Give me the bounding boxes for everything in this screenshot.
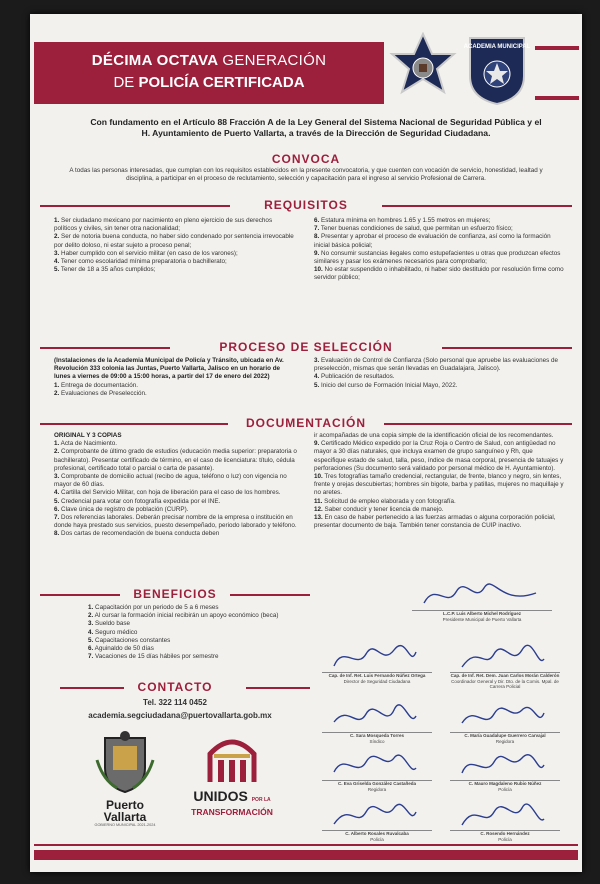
list-item: [314, 357, 564, 373]
list-item: [314, 225, 564, 233]
signature-scribble: [332, 750, 422, 780]
list-item: [88, 604, 298, 612]
item-number: 1.: [88, 604, 94, 611]
signatory-name: C. María Guadalupe Guerrero Carvajal: [464, 733, 546, 738]
item-number: 2.: [54, 448, 60, 456]
list-item: [314, 506, 564, 514]
list-item: [54, 506, 300, 514]
list-item: [314, 382, 564, 390]
signature-block: [412, 610, 552, 622]
item-text: Tener buenas condiciones de salud, que permitan un esfuerzo físico;: [319, 225, 513, 233]
documentacion-right: [314, 432, 564, 530]
pv-line-1: Puerto: [105, 798, 144, 812]
arches-icon: [204, 734, 260, 784]
item-text: Acta de Nacimiento.: [59, 440, 118, 448]
unidos-big: UNIDOS: [193, 788, 248, 804]
contacto-heading: CONTACTO: [30, 680, 320, 694]
requisitos-heading: REQUISITOS: [30, 198, 582, 212]
bottom-band: [34, 850, 578, 860]
item-text: Aguinaldo de 50 días: [93, 645, 154, 653]
list-item: [314, 432, 564, 440]
item-text: Capacitación por un periodo de 5 a 6 meses: [93, 604, 219, 611]
signature-block: [322, 732, 432, 744]
list-item: [88, 645, 298, 653]
pv-small: GOBIERNO MUNICIPAL 2021-2024: [94, 823, 156, 827]
item-number: 5.: [54, 497, 60, 505]
item-text: En caso de haber pertenecido a las fuerzas armadas o alguna corporación policial, presentar documento de baja. También tener constancia de CUIP inactivo.: [314, 514, 556, 530]
item-number: 4.: [54, 258, 60, 266]
documentacion-subtitle: ORIGINAL Y 3 COPIAS: [54, 432, 122, 439]
item-number: 11.: [314, 497, 323, 505]
list-item: [54, 530, 300, 538]
item-number: 3.: [54, 249, 60, 257]
item-text: Saber conducir y tener licencia de manejo.: [322, 505, 444, 513]
list-item: [54, 250, 294, 258]
signature-scribble: [460, 750, 550, 780]
item-number: 5.: [54, 266, 60, 274]
item-number: 6.: [314, 217, 320, 224]
list-item: [314, 217, 564, 225]
item-text: Certificado Médico expedido por la Cruz Roja o Centro de Salud, con antigüedad no mayor a 30 días naturales, que incluya examen de grupo sanguíneo y Rh, que especifique estado de salud, talla, peso, índice de masa corporal, presencia de tatuajes y perforaciones (Su documento será validado por personal médico de H. Ayuntamiento).: [314, 440, 564, 472]
pv-coat-of-arms-icon: [95, 730, 155, 794]
item-number: 6.: [54, 505, 60, 513]
list-item: [314, 250, 564, 266]
unidos-por: POR LA: [251, 797, 271, 803]
item-text: Vacaciones de 15 días hábiles por semestre: [93, 653, 219, 661]
signature-scribble: [332, 702, 422, 732]
item-number: 6.: [88, 645, 94, 653]
item-text: Presentar y aprobar el proceso de evaluación de confianza, así como la formación inicial básica policial;: [314, 233, 551, 249]
list-item: [314, 373, 564, 381]
list-item: [54, 382, 294, 390]
item-text: No estar suspendido o inhabilitado, ni haber sido destituido por resolución firme como servidor público;: [314, 266, 564, 282]
list-item: [314, 514, 564, 530]
item-number: 10.: [314, 266, 323, 274]
item-number: 12.: [314, 505, 323, 513]
signatory-role: Síndico: [369, 738, 385, 744]
item-text: Entrega de documentación.: [59, 381, 139, 389]
item-number: 4.: [54, 489, 60, 497]
signature-scribble: [460, 702, 550, 732]
item-text: Capacitaciones constantes: [93, 636, 171, 644]
header-rule-bottom: [535, 96, 579, 100]
item-number: 5.: [314, 381, 320, 389]
list-item: [54, 489, 300, 497]
signatory-name: C. Sara Mosqueda Torres: [350, 733, 404, 738]
item-text: Tres fotografías tamaño credencial, rectangular, de frente, blanco y negro, sin lentes, frente y orejas descubiertas; hombres sin bigote, barba y patillas, mujeres no maquillaje y no aretes.: [314, 473, 564, 497]
signature-block: [450, 830, 560, 842]
list-item: [314, 473, 564, 498]
unidos-line-2: TRANSFORMACIÓN: [191, 807, 273, 817]
police-star-badge-icon: [388, 32, 458, 106]
item-text: Evaluaciones de Preselección.: [59, 389, 147, 397]
list-item: [54, 390, 294, 398]
signatory-name: Cap. de Inf. Ret. Dem. Juan Carlos Morán Calderón: [450, 673, 560, 678]
signature-scribble: [332, 800, 422, 830]
item-number: 1.: [54, 217, 60, 224]
item-text: Solicitud de empleo elaborada y con fotografía.: [322, 497, 456, 505]
item-number: 7.: [88, 653, 94, 661]
requisitos-left: [54, 217, 294, 274]
list-item: [314, 233, 564, 249]
list-item: [54, 258, 294, 266]
intro-paragraph: Con fundamento en el Artículo 88 Fracción A de la Ley General del Sistema Nacional de Seguridad Pública y el H. Ayuntamiento de Puerto Vallarta, a través de la Dirección de Seguridad Ciudadana.: [90, 117, 542, 138]
signatory-role: Policía: [498, 786, 512, 792]
signatory-role: Regidora: [495, 738, 515, 744]
signature-block: [322, 780, 432, 792]
item-text: Al cursar la formación inicial recibirán un apoyo económico (beca): [93, 612, 279, 620]
list-item: [88, 620, 298, 628]
signatory-role: Regidora: [367, 786, 387, 792]
list-item: [54, 514, 300, 530]
convoca-text: A todas las personas interesadas, que cumplan con los requisitos establecidos en la presente convocatoria, y que cuenten con vocación de servicio, honestidad, lealtad y disciplina, a participar en el proceso de reclutamiento, selección y capacitación para el ingreso al servicio Profesional de Carrera.: [69, 167, 543, 183]
item-number: 13.: [314, 514, 323, 522]
pv-line-2: Vallarta: [103, 810, 147, 824]
list-item: [88, 629, 298, 637]
signatory-name: L.C.P. Luis Alberto Michel Rodríguez: [442, 611, 521, 616]
item-number: 2.: [88, 612, 94, 620]
proceso-left: [54, 357, 294, 398]
list-item: [54, 498, 300, 506]
signatory-name: C. Eva Griselda González Castañeda: [337, 781, 417, 786]
item-number: 8.: [314, 233, 320, 241]
signatory-name: C. Rosendo Hernández: [480, 831, 530, 836]
item-number: 2.: [54, 389, 60, 397]
contact-email: academia.segciudadana@puertovallarta.gob.mx: [88, 711, 272, 720]
title-banner: [34, 42, 384, 104]
signature-scribble: [332, 642, 422, 672]
item-text: Sueldo base: [93, 620, 131, 628]
list-item: [54, 448, 300, 473]
documentacion-heading: DOCUMENTACIÓN: [30, 416, 582, 430]
item-text: Haber cumplido con el servicio militar (en caso de los varones);: [59, 249, 238, 257]
signatory-role: Coordinador General y Dir. Dto. de la Comis. Mpal. de Carrera Policial: [451, 678, 559, 690]
signatory-name: C. Mauro Magdaleno Rubio Núñez: [468, 781, 542, 786]
header-rule-top: [535, 46, 579, 50]
item-text: Comprobante de último grado de estudios (educación media superior: preparatoria o bachillerato). Presentar certificado de término, en el caso de licenciatura: título, cédula profesional, certificado total o parcial o carta de pasante).: [54, 448, 297, 472]
item-text: Estatura mínima en hombres 1.65 y 1.55 metros en mujeres;: [319, 217, 491, 224]
item-number: 5.: [88, 636, 94, 644]
item-text: ir acompañadas de una copia simple de la identificación oficial de los recomendantes.: [314, 432, 554, 439]
signatory-role: Policía: [370, 836, 384, 842]
item-number: 1.: [54, 440, 60, 448]
item-text: Comprobante de domicilio actual (recibo de agua, teléfono o luz) con vigencia no mayor de 60 días.: [54, 473, 287, 489]
proceso-location: (Instalaciones de la Academia Municipal de Policía y Tránsito, ubicada en Av. Revolución 333 colonia las Juntas, Puerto Vallarta, Jalisco en un horario de lunes a viernes de 09:00 a 15:00 horas, a partir del 17 de enero del 2022): [54, 357, 284, 381]
item-text: Publicación de resultados.: [319, 373, 395, 381]
list-item: [54, 217, 294, 233]
item-text: Dos cartas de recomendación de buena conducta deben: [59, 530, 220, 538]
item-number: 9.: [314, 249, 320, 257]
item-text: Inicio del curso de Formación Inicial Mayo, 2022.: [319, 381, 458, 389]
item-number: 8.: [54, 530, 60, 538]
title-bold-2: POLICÍA CERTIFICADA: [138, 74, 305, 91]
academia-municipal-shield-icon: [462, 32, 532, 106]
item-text: Evaluación de Control de Confianza (Solo personal que apruebe las evaluaciones de preselección, mismas que serán llevadas en Guadalajara, Jalisco).: [314, 357, 559, 373]
item-number: 3.: [54, 473, 60, 481]
title-thin-1: GENERACIÓN: [222, 52, 327, 69]
item-text: Tener como escolaridad mínima preparatoria o bachillerato;: [59, 258, 227, 266]
signature-block: [450, 732, 560, 744]
signature-scribble: [422, 580, 542, 610]
list-item: [88, 653, 298, 661]
bottom-rule: [34, 844, 578, 846]
list-item: [88, 637, 298, 645]
item-number: 7.: [314, 225, 320, 233]
item-text: Credencial para votar con fotografía expedida por el INE.: [59, 497, 221, 505]
item-number: 10.: [314, 473, 323, 481]
list-item: [314, 440, 564, 473]
list-item: [314, 266, 564, 282]
item-number: 7.: [54, 514, 60, 522]
list-item: [54, 266, 294, 274]
item-number: 4.: [314, 373, 320, 381]
list-item: [54, 440, 300, 448]
list-item: [54, 473, 300, 489]
signatory-role: Policía: [498, 836, 512, 842]
proceso-heading: PROCESO DE SELECCIÓN: [30, 340, 582, 354]
signature-scribble: [460, 642, 550, 672]
item-text: Seguro médico: [93, 628, 138, 636]
puerto-vallarta-logo: [82, 730, 168, 840]
list-item: [54, 233, 294, 249]
signature-block: [322, 830, 432, 842]
signatory-name: C. Alberto Rosales Ruvalcaba: [345, 831, 409, 836]
signature-block: [322, 672, 432, 684]
poster-page: [30, 14, 582, 872]
signatory-name: Cap. de Inf. Ret. Luis Fernando Núñez Ortega: [328, 673, 426, 678]
list-item: [88, 612, 298, 620]
list-item: [314, 498, 564, 506]
item-number: 3.: [314, 357, 320, 364]
item-text: Clave única de registro de población (CURP).: [59, 505, 189, 513]
requisitos-right: [314, 217, 564, 283]
signature-block: [450, 780, 560, 792]
item-text: Ser ciudadano mexicano por nacimiento en pleno ejercicio de sus derechos políticos y civiles, sin tener otra nacionalidad;: [54, 217, 273, 233]
item-text: Cartilla del Servicio Militar, con hoja de liberación para el caso de los hombres.: [59, 489, 281, 497]
signature-scribble: [460, 800, 550, 830]
item-number: 9.: [314, 440, 320, 448]
signatory-role: Presidente Municipal de Puerto Vallarta: [442, 616, 522, 622]
contact-phone: Tel. 322 114 0452: [143, 698, 207, 707]
beneficios-heading: BENEFICIOS: [30, 587, 320, 601]
title-thin-2: DE: [113, 74, 135, 91]
item-number: 4.: [88, 628, 94, 636]
item-text: Dos referencias laborales. Deberán precisar nombre de la empresa o institución en donde haya prestado sus servicios, puesto desempeñado, periodo laborado y teléfono.: [54, 514, 297, 530]
signatory-role: Director de Seguridad Ciudadana: [343, 678, 411, 684]
item-text: Ser de notoria buena conducta, no haber sido condenado por sentencia irrevocable por delito doloso, ni estar sujeto a proceso penal;: [54, 233, 294, 249]
convoca-heading: CONVOCA: [271, 152, 341, 166]
badge-label: ACADEMIA MUNICIPAL: [463, 44, 531, 50]
item-number: 1.: [54, 381, 60, 389]
documentacion-left: [54, 432, 300, 539]
signature-block: [450, 672, 560, 690]
unidos-logo: [172, 734, 292, 844]
item-text: No consumir sustancias ilegales como estupefacientes u otras que produzcan efectos similares y pasar los exámenes necesarios para comprobarlo;: [314, 249, 561, 266]
beneficios-list: [88, 604, 298, 661]
item-number: 3.: [88, 620, 94, 628]
item-number: 2.: [54, 233, 60, 241]
item-text: Tener de 18 a 35 años cumplidos;: [59, 266, 156, 274]
proceso-right: [314, 357, 564, 390]
title-bold-1: DÉCIMA OCTAVA: [91, 52, 218, 69]
